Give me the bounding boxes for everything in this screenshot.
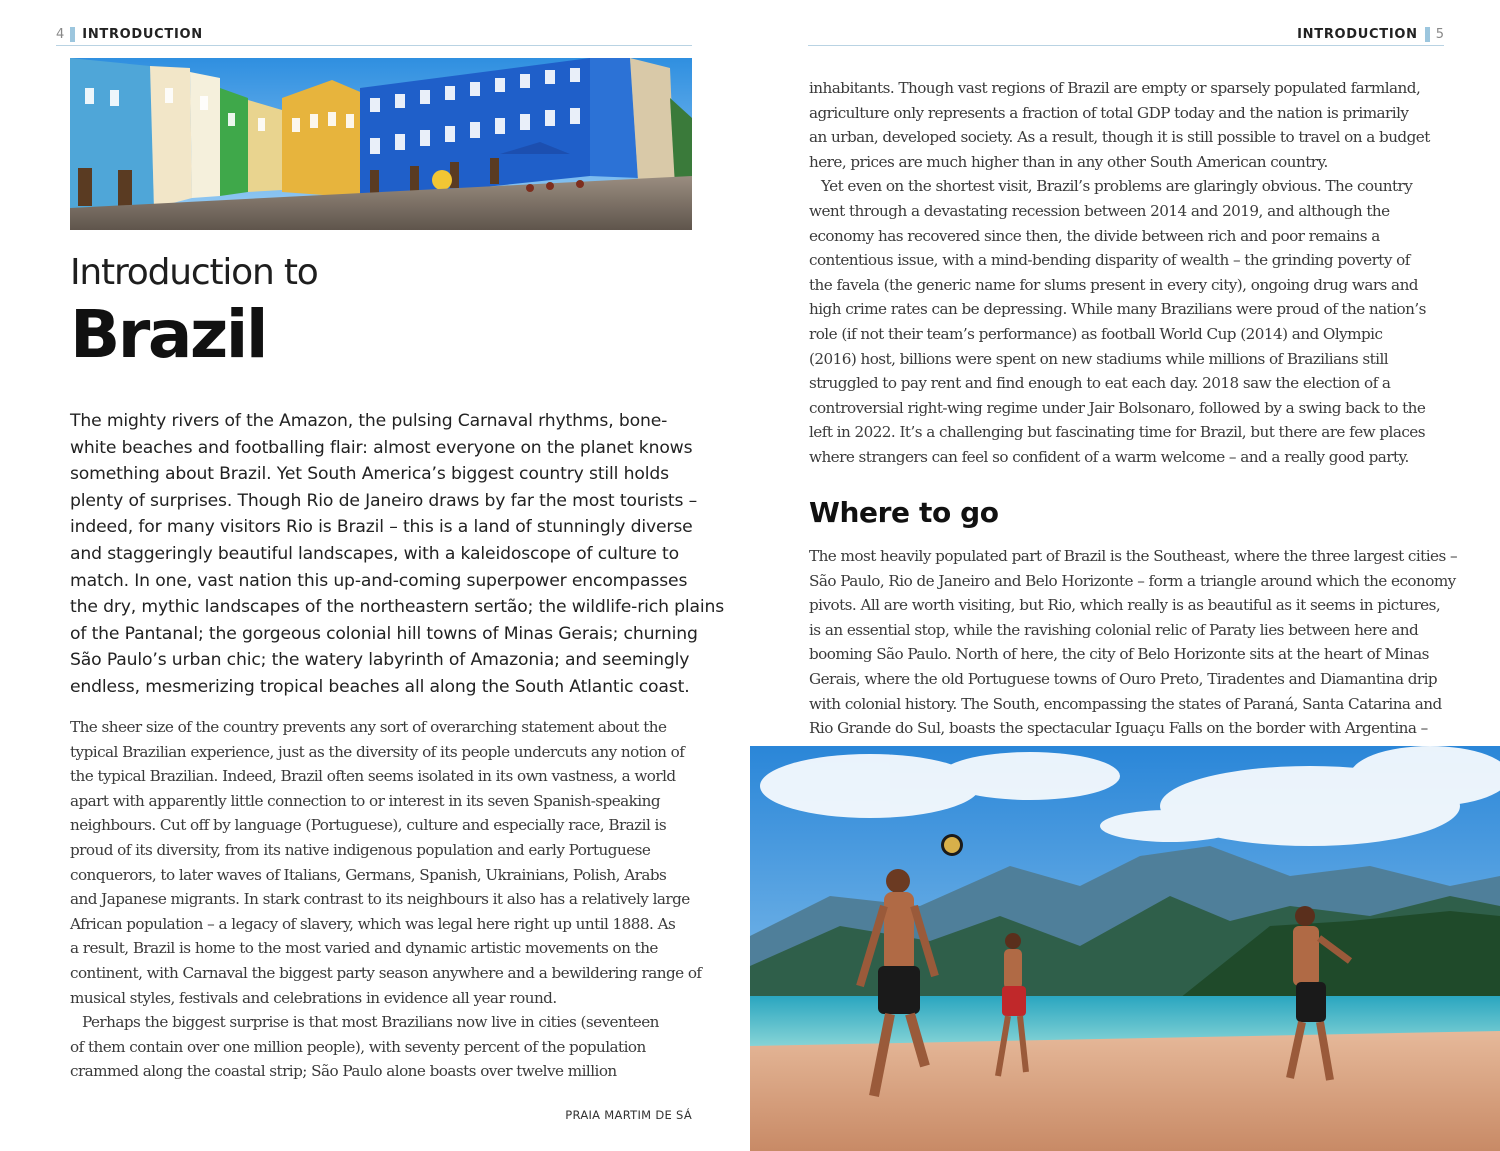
body-line: inhabitants. Though vast regions of Brazil are empty or sparsely populated farmland,	[809, 79, 1421, 97]
body-line: crammed along the coastal strip; São Paulo alone boasts over twelve million	[70, 1062, 617, 1081]
page-accent-bar	[1425, 27, 1430, 42]
body-line: contentious issue, with a mind-bending disparity of wealth – the grinding poverty of	[809, 251, 1410, 270]
body-line: Gerais, where the old Portuguese towns of Ouro Preto, Tiradentes and Diamantina drip	[809, 669, 1438, 688]
where-to-go-text	[809, 544, 1458, 741]
body-line: conquerors, to later waves of Italians, Germans, Spanish, Ukrainians, Polish, Arabs	[70, 865, 667, 884]
section-name-right: INTRODUCTION	[1297, 27, 1418, 42]
body-line: Rio Grande do Sul, boasts the spectacular Iguaçu Falls on the border with Argentina –	[809, 719, 1428, 738]
intro-paragraph	[70, 408, 725, 701]
intro-line: indeed, for many visitors Rio is Brazil – this is a land of stunningly diverse	[70, 517, 693, 538]
body-line: São Paulo, Rio de Janeiro and Belo Horizonte – form a triangle around which the economy	[809, 571, 1456, 590]
intro-line: white beaches and footballing flair: almost everyone on the planet knows	[70, 437, 693, 458]
body-line: apart with apparently little connection to or interest in its seven Spanish-speaking	[70, 791, 661, 810]
photo-caption: PRAIA MARTIM DE SÁ	[565, 1108, 692, 1122]
intro-line: São Paulo’s urban chic; the watery labyrinth of Amazonia; and seemingly	[70, 650, 690, 671]
intro-line: something about Brazil. Yet South America’s biggest country still holds	[70, 464, 669, 485]
body-line: left in 2022. It’s a challenging but fascinating time for Brazil, but there are few places	[809, 423, 1425, 442]
body-line: role (if not their team’s performance) as football World Cup (2014) and Olympic	[809, 324, 1383, 343]
page-accent-bar	[70, 27, 75, 42]
body-line: where strangers can feel so confident of a warm welcome – and a really good party.	[809, 447, 1409, 466]
body-line: the typical Brazilian. Indeed, Brazil often seems isolated in its own vastness, a world	[70, 767, 676, 786]
body-line: African population – a legacy of slavery, which was legal here right up until 1888. As	[70, 914, 676, 933]
running-head-left	[56, 24, 692, 46]
body-line: struggled to pay rent and find enough to eat each day. 2018 saw the election of a	[809, 374, 1391, 393]
body-line: went through a devastating recession between 2014 and 2019, and although the	[809, 201, 1390, 220]
body-line: an urban, developed society. As a result, though it is still possible to travel on a budget	[809, 128, 1430, 147]
page-number-right: 5	[1435, 27, 1444, 42]
body-line: high crime rates can be depressing. While many Brazilians were proud of the nation’s	[809, 300, 1426, 319]
body-line: The sheer size of the country prevents any sort of overarching statement about the	[70, 718, 667, 736]
intro-line: endless, mesmerizing tropical beaches all along the South Atlantic coast.	[70, 676, 690, 697]
colonial-street-photo	[70, 58, 692, 230]
body-line: economy has recovered since then, the divide between rich and poor remains a	[809, 226, 1380, 245]
body-line: proud of its diversity, from its native indigenous population and early Portuguese	[70, 840, 651, 859]
body-line: musical styles, festivals and celebrations in evidence all year round.	[70, 988, 557, 1007]
intro-line: of the Pantanal; the gorgeous colonial hill towns of Minas Gerais; churning	[70, 623, 698, 644]
body-line: and Japanese migrants. In stark contrast to its neighbours it also has a relatively large	[70, 890, 690, 909]
right-body-text	[809, 76, 1449, 470]
intro-line: match. In one, vast nation this up-and-coming superpower encompasses	[70, 570, 688, 591]
body-line: booming São Paulo. North of here, the city of Belo Horizonte sits at the heart of Minas	[809, 645, 1429, 664]
body-line: is an essential stop, while the ravishing colonial relic of Paraty lies between here and	[809, 620, 1419, 639]
body-line: The most heavily populated part of Brazil is the Southeast, where the three largest cities –	[809, 547, 1458, 565]
body-line: typical Brazilian experience, just as the diversity of its people undercuts any notion of	[70, 742, 685, 761]
body-line: of them contain over one million people), with seventy percent of the population	[70, 1037, 646, 1056]
intro-line: and staggeringly beautiful landscapes, with a kaleidoscope of culture to	[70, 543, 679, 564]
body-line: neighbours. Cut off by language (Portuguese), culture and especially race, Brazil is	[70, 816, 667, 835]
body-line: (2016) host, billions were spent on new stadiums while millions of Brazilians still	[809, 349, 1389, 368]
intro-line: plenty of surprises. Though Rio de Janeiro draws by far the most tourists –	[70, 490, 698, 511]
intro-line: The mighty rivers of the Amazon, the pulsing Carnaval rhythms, bone-	[70, 411, 668, 431]
body-line: controversial right-wing regime under Jair Bolsonaro, followed by a swing back to the	[809, 398, 1426, 417]
body-line: the favela (the generic name for slums present in every city), ongoing drug wars and	[809, 275, 1418, 294]
body-line: agriculture only represents a fraction of total GDP today and the nation is primarily	[809, 103, 1409, 122]
body-line: pivots. All are worth visiting, but Rio, which really is as beautiful as it seems in pictures,	[809, 596, 1441, 615]
running-head-right	[808, 24, 1444, 46]
beach-football-photo	[750, 746, 1500, 1151]
body-line: here, prices are much higher than in any other South American country.	[809, 152, 1328, 171]
body-line: Yet even on the shortest visit, Brazil’s problems are glaringly obvious. The country	[821, 177, 1413, 196]
body-line: Perhaps the biggest surprise is that most Brazilians now live in cities (seventeen	[82, 1013, 659, 1032]
page-number-left: 4	[56, 27, 65, 42]
chapter-title-line-1: Introduction to	[70, 252, 318, 293]
body-line: with colonial history. The South, encompassing the states of Paraná, Santa Catarina and	[809, 694, 1442, 713]
body-line: a result, Brazil is home to the most varied and dynamic artistic movements on the	[70, 939, 658, 958]
body-line: continent, with Carnaval the biggest party season anywhere and a bewildering range of	[70, 963, 702, 982]
left-body-text	[70, 715, 710, 1084]
section-name-left: INTRODUCTION	[82, 27, 203, 42]
intro-line: the dry, mythic landscapes of the northeastern sertão; the wildlife-rich plains	[70, 597, 725, 618]
heading-where-to-go: Where to go	[809, 496, 999, 529]
chapter-title-brazil: Brazil	[70, 296, 267, 373]
